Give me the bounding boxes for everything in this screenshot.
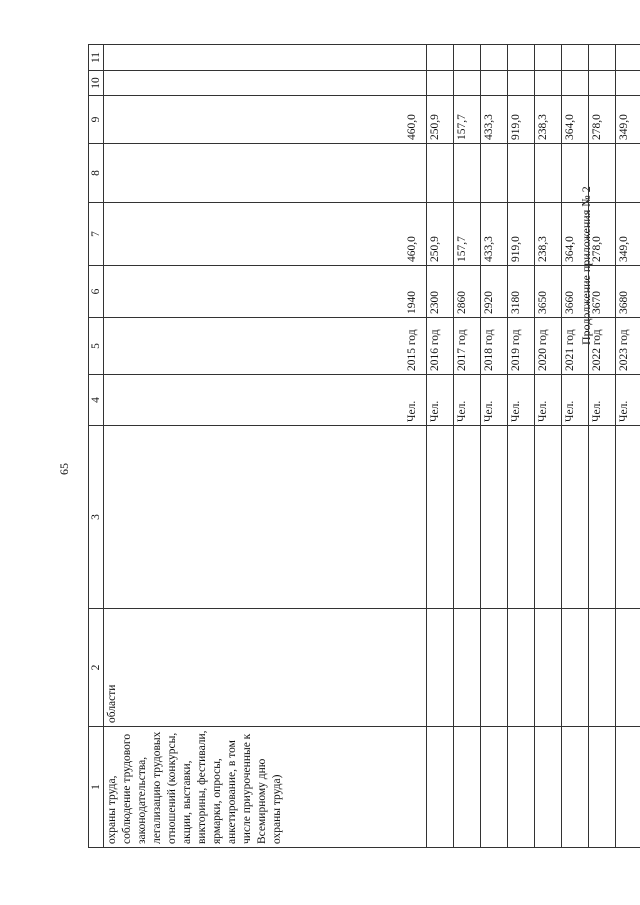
cell-unit: Чел. (508, 375, 535, 426)
empty-cell (508, 144, 535, 203)
empty-cell (589, 727, 616, 848)
cell-year: 2017 год (454, 318, 481, 375)
cell-value: 1940 (406, 291, 419, 314)
table-row (427, 45, 454, 848)
empty-cell (616, 71, 640, 96)
col-number: 5 (89, 318, 104, 375)
cell-unit: Чел. (454, 375, 481, 426)
cell-value: 3680 (616, 266, 640, 318)
cell-value: 460,0 (406, 114, 419, 140)
cell-value: 2860 (454, 266, 481, 318)
cell-amount9: 238,3 (535, 96, 562, 144)
empty-cell (427, 144, 454, 203)
col-number: 9 (89, 96, 104, 144)
cell-amount7: 278,0 (589, 203, 616, 266)
cell-value: 460,0 (406, 236, 419, 262)
empty-cell (104, 318, 427, 375)
continuation-heading: Продолжение приложения № 2 (579, 186, 593, 345)
empty-cell (481, 426, 508, 609)
col-number: 6 (89, 266, 104, 318)
empty-cell (104, 203, 427, 266)
empty-cell (454, 426, 481, 609)
column-number-row (89, 45, 104, 848)
empty-cell (562, 426, 589, 609)
empty-cell (481, 45, 508, 71)
table-row (535, 45, 562, 848)
empty-cell (481, 71, 508, 96)
empty-cell (427, 609, 454, 727)
cell-value: 2015 год (406, 329, 419, 371)
empty-cell (104, 266, 427, 318)
empty-cell (562, 45, 589, 71)
activity-description: охраны труда, соблюдение трудового законодательства, легализацию трудовых отношений (конкурсы, акции, выставки, викторины, фестивали, ярмарки, опросы, анкетирование, в том числе приуроченные к Всемирному дню охраны труда) (104, 727, 427, 848)
empty-cell (589, 45, 616, 71)
table-row-2015 (104, 45, 427, 848)
empty-cell (616, 727, 640, 848)
empty-cell (427, 45, 454, 71)
empty-cell (589, 609, 616, 727)
empty-cell (454, 727, 481, 848)
empty-cell (104, 144, 427, 203)
empty-cell (589, 426, 616, 609)
cell-unit: Чел. (562, 375, 589, 426)
cell-value: 3670 (589, 266, 616, 318)
empty-cell (454, 144, 481, 203)
cell-year: 2023 год (616, 318, 640, 375)
empty-cell (562, 727, 589, 848)
cell-value: 3650 (535, 266, 562, 318)
empty-cell (616, 426, 640, 609)
cell-unit: Чел. (616, 375, 640, 426)
empty-cell (104, 375, 427, 426)
empty-cell (427, 426, 454, 609)
empty-cell (535, 71, 562, 96)
table-row (481, 45, 508, 848)
empty-cell (535, 727, 562, 848)
data-table (88, 44, 640, 848)
cell-amount7: 919,0 (508, 203, 535, 266)
cell-unit: Чел. (427, 375, 454, 426)
empty-cell (454, 45, 481, 71)
cell-amount9: 278,0 (589, 96, 616, 144)
table-row (616, 45, 640, 848)
empty-cell (427, 727, 454, 848)
empty-cell (562, 144, 589, 203)
empty-cell (104, 426, 427, 609)
empty-cell (481, 727, 508, 848)
empty-cell (508, 426, 535, 609)
empty-cell (562, 71, 589, 96)
cell-value: 3660 (562, 266, 589, 318)
cell-amount9: 364,0 (562, 96, 589, 144)
empty-cell (454, 609, 481, 727)
empty-cell (535, 144, 562, 203)
empty-cell (104, 45, 427, 71)
region-cell: области (104, 609, 427, 727)
empty-cell (104, 96, 427, 144)
col-number: 2 (89, 609, 104, 727)
empty-cell (104, 71, 427, 96)
table-row (508, 45, 535, 848)
cell-amount7: 433,3 (481, 203, 508, 266)
empty-cell (535, 45, 562, 71)
empty-cell (589, 144, 616, 203)
empty-cell (616, 144, 640, 203)
col-number: 8 (89, 144, 104, 203)
table-row (589, 45, 616, 848)
empty-cell (427, 71, 454, 96)
cell-year: 2019 год (508, 318, 535, 375)
empty-cell (616, 609, 640, 727)
col-number: 11 (89, 45, 104, 71)
empty-cell (535, 609, 562, 727)
empty-cell (562, 609, 589, 727)
table-row (454, 45, 481, 848)
cell-amount9: 250,9 (427, 96, 454, 144)
cell-unit: Чел. (535, 375, 562, 426)
cell-unit: Чел. (481, 375, 508, 426)
cell-year: 2020 год (535, 318, 562, 375)
empty-cell (616, 45, 640, 71)
col-number: 10 (89, 71, 104, 96)
cell-value: 3180 (508, 266, 535, 318)
cell-unit: Чел. (589, 375, 616, 426)
empty-cell (508, 727, 535, 848)
empty-cell (454, 71, 481, 96)
col-number: 4 (89, 375, 104, 426)
cell-amount7: 250,9 (427, 203, 454, 266)
cell-amount9: 919,0 (508, 96, 535, 144)
empty-cell (508, 45, 535, 71)
cell-amount7: 157,7 (454, 203, 481, 266)
col-number: 3 (89, 426, 104, 609)
col-number: 1 (89, 727, 104, 848)
empty-cell (535, 426, 562, 609)
col-number: 7 (89, 203, 104, 266)
cell-value: 2920 (481, 266, 508, 318)
cell-year: 2021 год (562, 318, 589, 375)
empty-cell (481, 144, 508, 203)
empty-cell (508, 609, 535, 727)
cell-amount7: 349,0 (616, 203, 640, 266)
cell-year: 2018 год (481, 318, 508, 375)
empty-cell (481, 609, 508, 727)
cell-year: 2022 год (589, 318, 616, 375)
cell-amount7: 238,3 (535, 203, 562, 266)
page-number: 65 (57, 463, 71, 475)
cell-amount9: 433,3 (481, 96, 508, 144)
empty-cell (589, 71, 616, 96)
cell-amount9: 157,7 (454, 96, 481, 144)
cell-value: Чел. (406, 400, 419, 422)
empty-cell (508, 71, 535, 96)
cell-value: 2300 (427, 266, 454, 318)
table-row (562, 45, 589, 848)
cell-amount7: 364,0 (562, 203, 589, 266)
cell-amount9: 349,0 (616, 96, 640, 144)
cell-year: 2016 год (427, 318, 454, 375)
